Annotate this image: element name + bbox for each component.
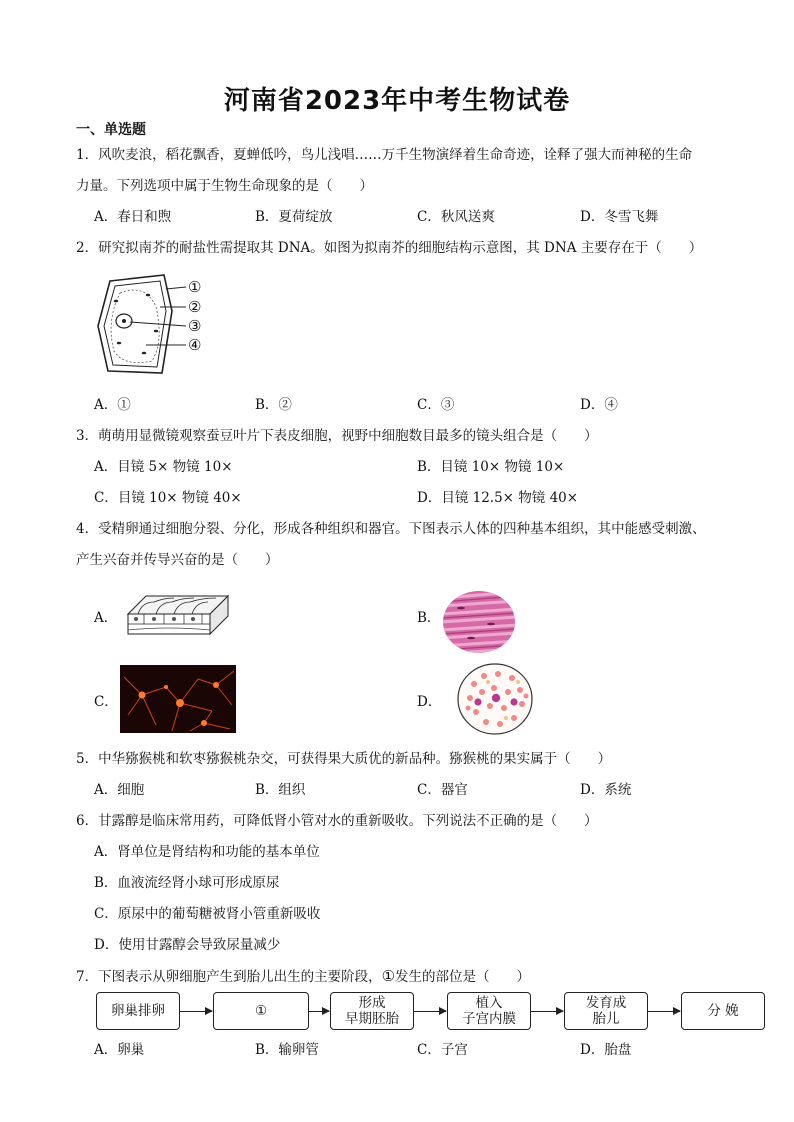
muscle-tissue-image (441, 590, 517, 654)
q4-option-d: D． (417, 694, 442, 710)
flow-arrow-2 (309, 1011, 329, 1012)
plant-cell-diagram (94, 271, 214, 381)
flow-fetus-line2: 胎儿 (592, 1011, 620, 1027)
q4-option-a: A． (94, 610, 118, 626)
q3-option-c: C．目镜 10× 物镜 40× (94, 490, 242, 506)
q7-option-d: D．胎盘 (580, 1042, 632, 1058)
flow-implantation-line1: 植入 (475, 995, 503, 1011)
section-heading: 一、单选题 (76, 122, 146, 138)
flow-step-implantation (447, 992, 531, 1030)
blood-tissue-image (456, 662, 534, 736)
q1-option-c: C．秋风送爽 (417, 209, 495, 225)
q2-option-c: C．③ (417, 397, 455, 413)
q1-option-d: D．冬雪飞舞 (580, 209, 659, 225)
cell-label-1: ① (188, 278, 202, 296)
flow-arrow-1 (180, 1011, 212, 1012)
q3-option-a: A．目镜 5× 物镜 10× (94, 459, 233, 475)
q4-stem-line2: 产生兴奋并传导兴奋的是（ ） (76, 552, 279, 568)
flow-early-embryo-line2: 早期胚胎 (345, 1011, 399, 1027)
q2-stem-line1: 2．研究拟南芥的耐盐性需提取其 DNA。如图为拟南芥的细胞结构示意图，其 DNA 主要存在于（ ） (76, 240, 703, 256)
q5-option-b: B．组织 (255, 782, 306, 798)
page-title: 河南省2023年中考生物试卷 (223, 86, 571, 116)
q3-stem-line1: 3．萌萌用显微镜观察蚕豆叶片下表皮细胞，视野中细胞数目最多的镜头组合是（ ） (76, 428, 598, 444)
q5-option-d: D．系统 (580, 782, 632, 798)
flow-step-delivery: 分 娩 (681, 992, 765, 1030)
q2-option-a: A．① (94, 397, 131, 413)
flow-arrow-5 (648, 1011, 680, 1012)
q7-option-b: B．输卵管 (255, 1042, 319, 1058)
q3-option-d: D．目镜 12.5× 物镜 40× (417, 490, 579, 506)
q6-option-a: A．肾单位是肾结构和功能的基本单位 (94, 844, 320, 860)
flow-implantation-line2: 子宫内膜 (462, 1011, 516, 1027)
q1-stem-line2: 力量。下列选项中属于生物生命现象的是（ ） (76, 178, 373, 194)
flow-fetus-line1: 发育成 (585, 995, 627, 1011)
q6-option-d: D．使用甘露醇会导致尿量减少 (94, 937, 281, 953)
q7-option-a: A．卵巢 (94, 1042, 145, 1058)
q1-stem-line1: 1．风吹麦浪，稻花飘香，夏蝉低吟，鸟儿浅唱……万千生物演绎着生命奇迹，诠释了强大而神秘的生命 (76, 147, 693, 163)
flow-arrow-4 (531, 1011, 563, 1012)
nerve-tissue-image (120, 665, 236, 733)
q4-option-c: C． (94, 694, 118, 710)
q6-option-b: B．血液流经肾小球可形成原尿 (94, 875, 280, 891)
q4-option-b: B． (417, 610, 441, 626)
flow-step-fetus (564, 992, 648, 1030)
q1-option-b: B．夏荷绽放 (255, 209, 333, 225)
q6-option-c: C．原尿中的葡萄糖被肾小管重新吸收 (94, 906, 321, 922)
q3-option-b: B．目镜 10× 物镜 10× (417, 459, 565, 475)
q5-option-c: C．器官 (417, 782, 468, 798)
q7-stem-part1: 7．下图表示从卵细胞产生到胎儿出生的主要阶段， (76, 969, 382, 985)
q5-stem-line1: 5．中华猕猴桃和软枣猕猴桃杂交，可获得果大质优的新品种。猕猴桃的果实属于（ ） (76, 751, 612, 767)
q2-option-d: D．④ (580, 397, 618, 413)
cell-label-3: ③ (188, 317, 202, 335)
q2-option-b: B．② (255, 397, 292, 413)
q7-stem-marker: ① (381, 967, 396, 985)
q7-stem-line1 (76, 967, 530, 986)
flow-step-1: ① (213, 992, 309, 1030)
flow-early-embryo-line1: 形成 (358, 995, 386, 1011)
cell-label-2: ② (188, 298, 202, 316)
q5-option-a: A．细胞 (94, 782, 145, 798)
q1-option-a: A．春日和煦 (94, 209, 172, 225)
q7-option-c: C．子宫 (417, 1042, 468, 1058)
cell-label-4: ④ (188, 336, 202, 354)
flow-step-early-embryo (330, 992, 414, 1030)
flow-arrow-3 (414, 1011, 446, 1012)
q4-stem-line1: 4．受精卵通过细胞分裂、分化，形成各种组织和器官。下图表示人体的四种基本组织，其中能感受刺激、 (76, 521, 706, 537)
q6-stem-line1: 6．甘露醇是临床常用药，可降低肾小管对水的重新吸收。下列说法不正确的是（ ） (76, 813, 598, 829)
flow-step-ovulation: 卵巢排卵 (96, 992, 180, 1030)
q7-stem-part2: 发生的部位是（ ） (395, 969, 531, 985)
epithelial-tissue-image (124, 590, 230, 640)
